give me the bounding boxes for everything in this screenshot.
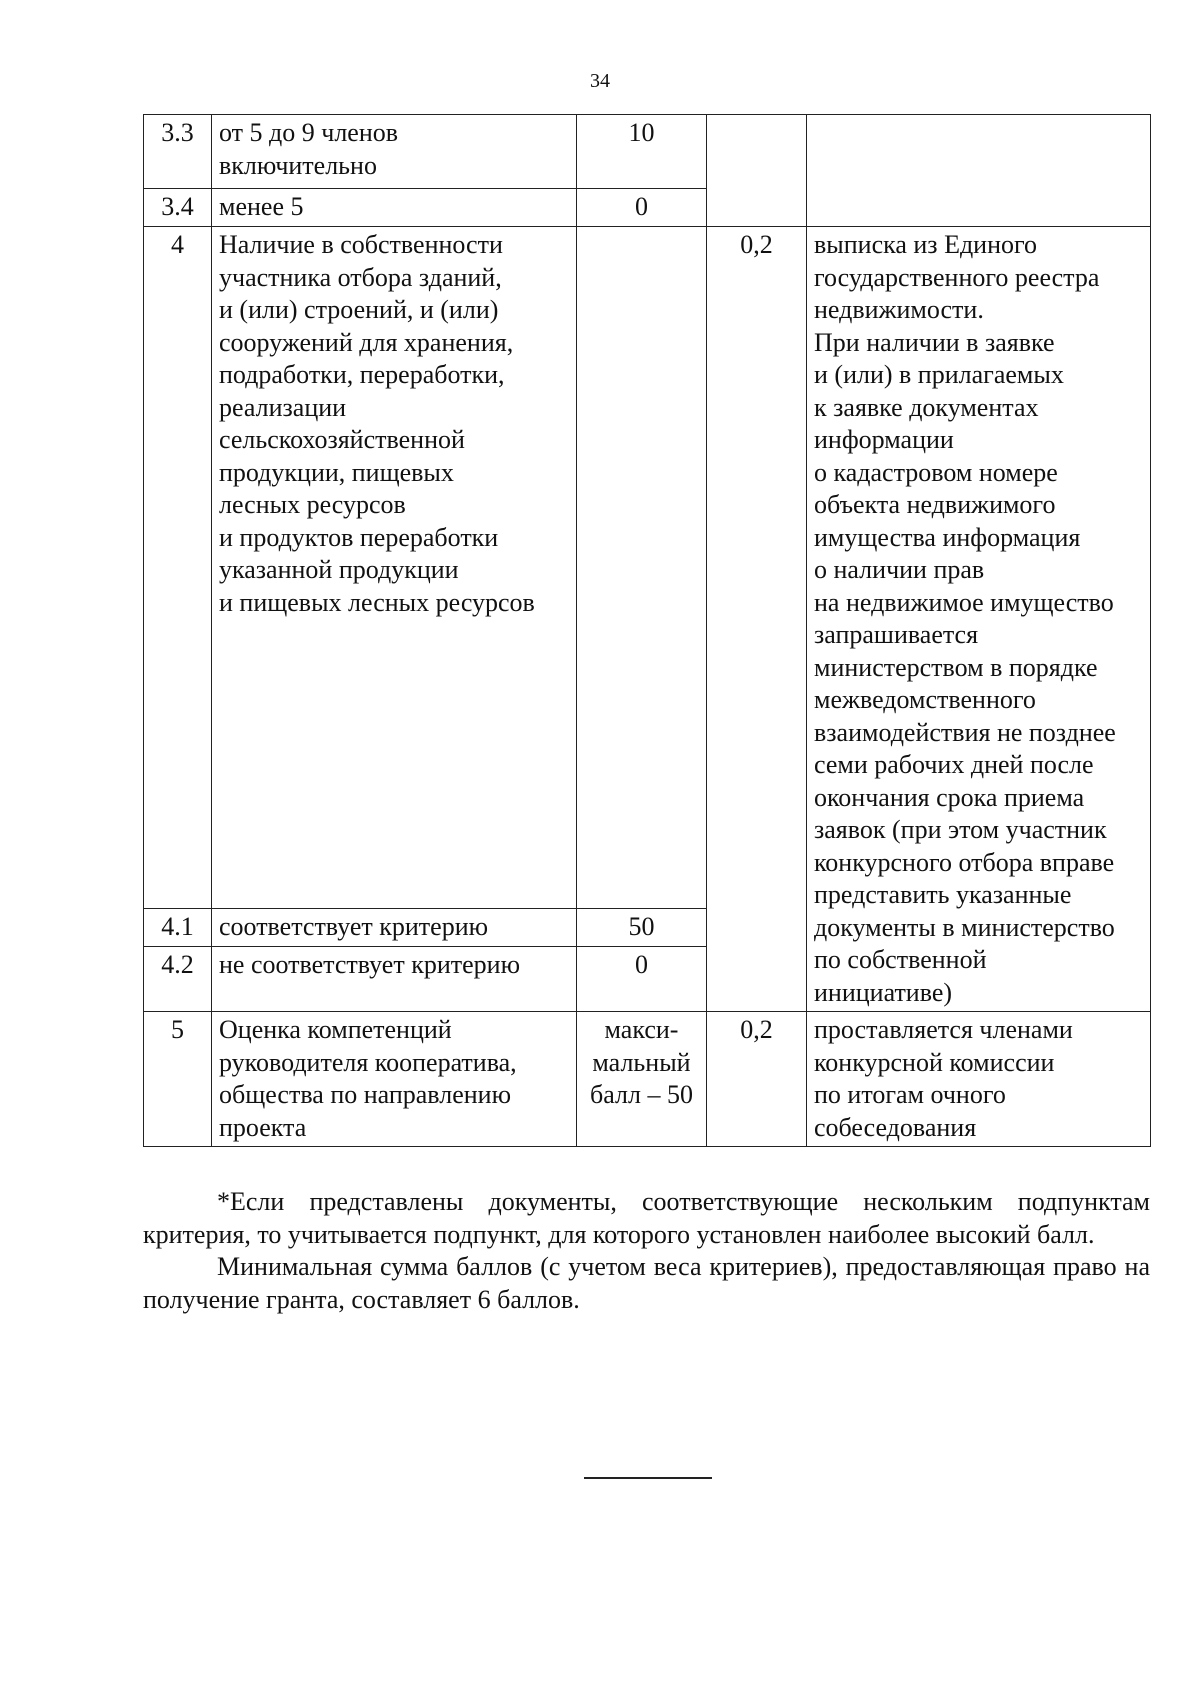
score-cell: 50 (577, 909, 707, 947)
table-row (144, 115, 1151, 189)
row-number: 4.2 (144, 947, 212, 1012)
score-cell: 0 (577, 947, 707, 1012)
weight-cell: 0,2 (707, 1012, 807, 1147)
criteria-table (143, 114, 1151, 1147)
score-cell: 10 (577, 115, 707, 189)
documents-cell: выписка из Единого государственного реестра недвижимости. При наличии в заявке и (или) в прилагаемых к заявке документах информации о кадастровом номере объекта недвижимого имущества информация о наличии прав на недвижимое имущество запрашивается министерством в порядке межведомственного взаимодействия не позднее семи рабочих дней после окончания срока приема заявок (при этом участник конкурсного отбора вправе представить указанные документы в министерство по собственной инициативе) (807, 227, 1151, 1012)
criterion-text: Оценка компетенций руководителя кооператива, общества по направлению проекта (212, 1012, 577, 1147)
row-number: 4.1 (144, 909, 212, 947)
documents-cell-empty (807, 115, 1151, 227)
notes (143, 1186, 1150, 1316)
table-row (144, 1012, 1151, 1147)
criterion-text: соответствует критерию (212, 909, 577, 947)
score-cell (577, 227, 707, 909)
criterion-text: не соответствует критерию (212, 947, 577, 1012)
note-minimum-score: Минимальная сумма баллов (с учетом веса критериев), предоставляющая право на получение гранта, составляет 6 баллов. (143, 1252, 1150, 1314)
row-number: 4 (144, 227, 212, 909)
criterion-text: менее 5 (212, 189, 577, 227)
weight-cell: 0,2 (707, 227, 807, 1012)
criterion-text: Наличие в собственности участника отбора зданий, и (или) строений, и (или) сооружений для хранения, подработки, переработки, реализации сельскохозяйственной продукции, пищевых лесных ресурсов и продуктов переработки указанной продукции и пищевых лесных ресурсов (212, 227, 577, 909)
note-highest-score: *Если представлены документы, соответствующие нескольким подпунктам критерия, то учитывается подпункт, для которого установлен наиболее высокий балл. (143, 1187, 1150, 1249)
documents-cell: проставляется членами конкурсной комиссии по итогам очного собеседования (807, 1012, 1151, 1147)
weight-cell-empty (707, 115, 807, 227)
table-row (144, 227, 1151, 909)
row-number: 5 (144, 1012, 212, 1147)
row-number: 3.4 (144, 189, 212, 227)
end-separator-line (584, 1477, 712, 1479)
row-number: 3.3 (144, 115, 212, 189)
score-cell: 0 (577, 189, 707, 227)
page-number: 34 (590, 70, 610, 92)
score-cell: макси- мальный балл – 50 (577, 1012, 707, 1147)
criterion-text: от 5 до 9 членов включительно (212, 115, 577, 189)
